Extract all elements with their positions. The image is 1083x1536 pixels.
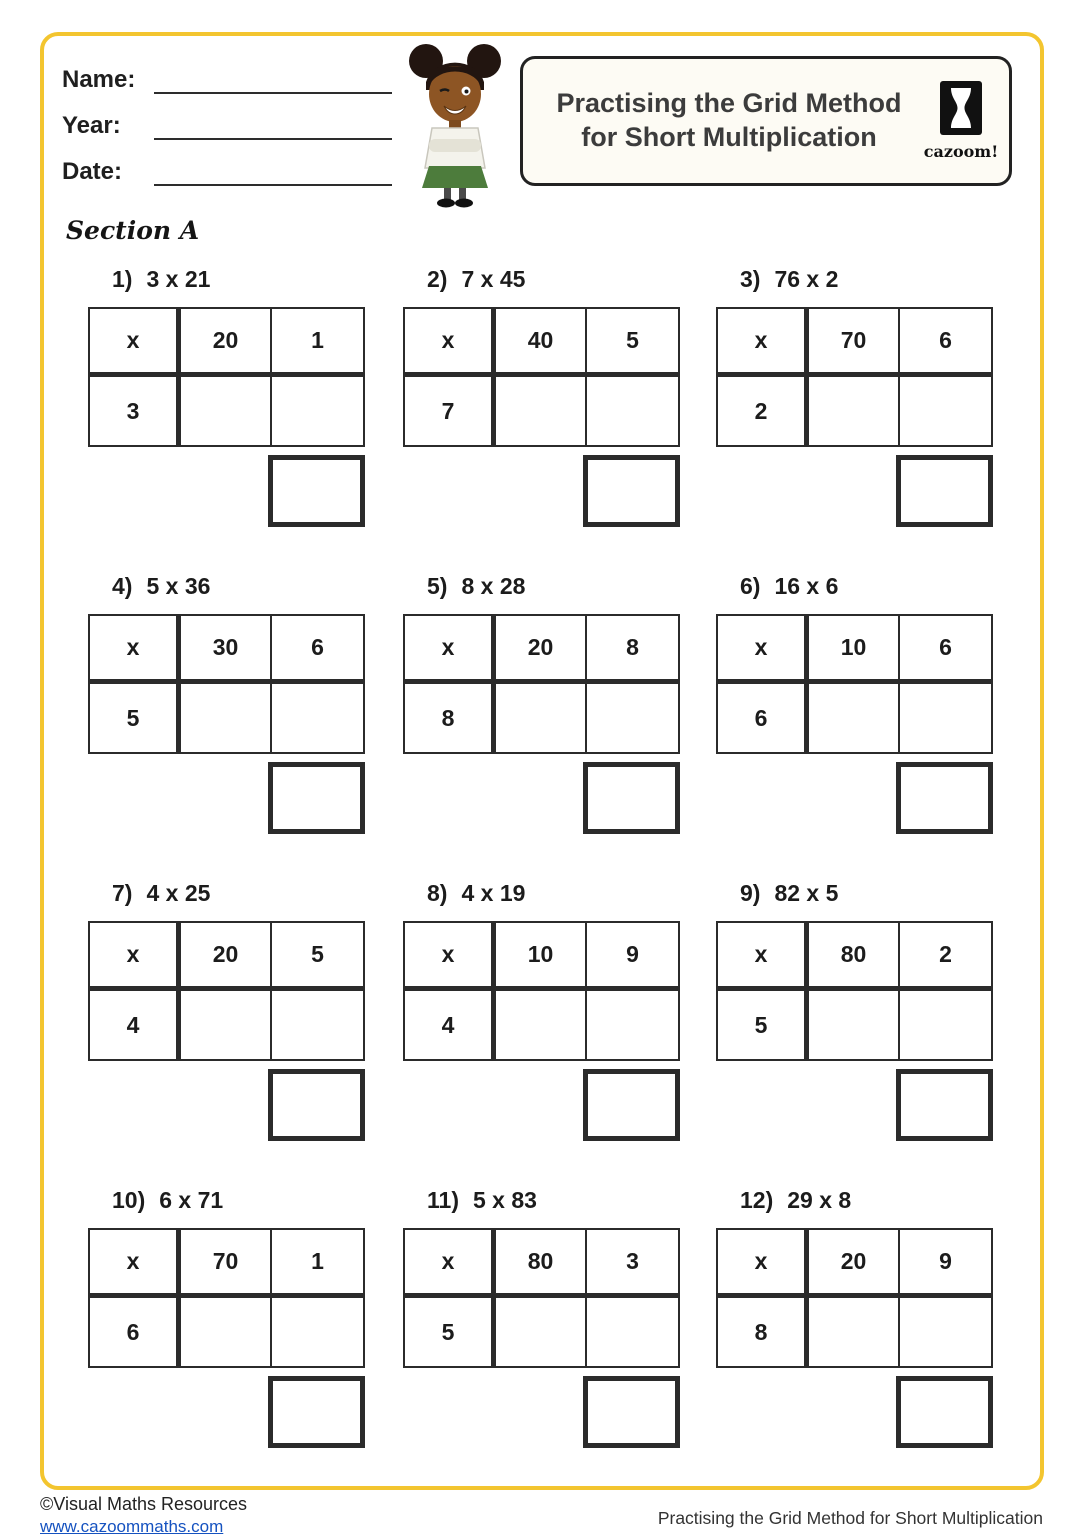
grid-method-table [403,614,680,754]
partial-product-tens-cell[interactable] [809,1298,900,1366]
problem-expression: 16 x 6 [774,573,839,599]
tens-header-cell: 20 [181,923,272,991]
problem-label [427,1187,680,1214]
ones-header-cell: 1 [272,309,363,377]
ones-header-cell: 9 [587,923,678,991]
footer-url-link[interactable]: www.cazoommaths.com [40,1517,224,1536]
problem-block [403,573,680,834]
multiplier-cell: 3 [90,377,181,445]
answer-box[interactable] [896,1376,993,1448]
problem-label [427,880,680,907]
multiplier-cell: 4 [90,991,181,1059]
partial-product-ones-cell[interactable] [272,377,363,445]
problem-block [716,1187,993,1448]
date-field [62,158,392,186]
problem-number: 7) [112,880,133,906]
partial-product-tens-cell[interactable] [809,684,900,752]
multiplier-cell: 2 [718,377,809,445]
partial-product-tens-cell[interactable] [181,1298,272,1366]
partial-product-tens-cell[interactable] [496,991,587,1059]
problem-expression: 4 x 25 [146,880,211,906]
problem-block [716,880,993,1141]
cazoom-logo-icon [940,81,982,135]
operator-cell: x [718,1230,809,1298]
answer-box[interactable] [268,1069,365,1141]
problem-label [740,573,993,600]
ones-header-cell: 5 [272,923,363,991]
ones-header-cell: 3 [587,1230,678,1298]
ones-header-cell: 5 [587,309,678,377]
partial-product-ones-cell[interactable] [587,991,678,1059]
problem-number: 12) [740,1187,774,1213]
problem-expression: 8 x 28 [461,573,526,599]
problem-block [88,880,365,1141]
grid-method-table [716,1228,993,1368]
multiplier-cell: 6 [90,1298,181,1366]
multiplier-cell: 8 [718,1298,809,1366]
multiplier-cell: 5 [405,1298,496,1366]
ones-header-cell: 1 [272,1230,363,1298]
problem-number: 3) [740,266,761,292]
year-label: Year: [62,112,121,139]
partial-product-ones-cell[interactable] [587,1298,678,1366]
answer-box[interactable] [268,1376,365,1448]
partial-product-ones-cell[interactable] [900,991,991,1059]
tens-header-cell: 80 [496,1230,587,1298]
problem-label [112,1187,365,1214]
answer-box[interactable] [583,1069,680,1141]
tens-header-cell: 30 [181,616,272,684]
tens-header-cell: 70 [809,309,900,377]
tens-header-cell: 20 [809,1230,900,1298]
problem-number: 4) [112,573,133,599]
problem-label [740,266,993,293]
operator-cell: x [718,923,809,991]
partial-product-ones-cell[interactable] [900,1298,991,1366]
problem-label [112,266,365,293]
grid-method-table [403,1228,680,1368]
year-input-line[interactable] [154,116,392,140]
tens-header-cell: 40 [496,309,587,377]
operator-cell: x [718,616,809,684]
partial-product-tens-cell[interactable] [809,377,900,445]
title-box [520,56,1012,186]
problem-label [740,1187,993,1214]
multiplier-cell: 8 [405,684,496,752]
tens-header-cell: 80 [809,923,900,991]
problem-block [716,573,993,834]
operator-cell: x [90,923,181,991]
footer-left [40,1494,247,1536]
problem-label [740,880,993,907]
section-a-heading: Section A [66,216,200,245]
partial-product-ones-cell[interactable] [272,684,363,752]
cazoom-logo-text: cazoom! [923,142,999,161]
grid-method-table [716,921,993,1061]
worksheet-title-line2: for Short Multiplication [581,122,877,152]
problem-expression: 29 x 8 [787,1187,852,1213]
operator-cell: x [90,309,181,377]
grid-method-table [716,307,993,447]
name-field [62,66,392,94]
name-input-line[interactable] [154,70,392,94]
grid-method-table [403,921,680,1061]
partial-product-ones-cell[interactable] [900,684,991,752]
partial-product-ones-cell[interactable] [587,684,678,752]
problem-block [88,1187,365,1448]
student-fields [62,66,392,204]
problem-number: 6) [740,573,761,599]
ones-header-cell: 6 [272,616,363,684]
problem-expression: 5 x 36 [146,573,211,599]
partial-product-tens-cell[interactable] [181,991,272,1059]
ones-header-cell: 6 [900,309,991,377]
problem-block [88,266,365,527]
multiplier-cell: 5 [718,991,809,1059]
partial-product-tens-cell[interactable] [181,684,272,752]
answer-box[interactable] [583,762,680,834]
worksheet-title-line1: Practising the Grid Method [556,88,902,119]
tens-header-cell: 20 [181,309,272,377]
problem-number: 2) [427,266,448,292]
partial-product-ones-cell[interactable] [587,377,678,445]
partial-product-tens-cell[interactable] [496,377,587,445]
answer-box[interactable] [583,455,680,527]
worksheet-title [523,87,921,155]
partial-product-ones-cell[interactable] [900,377,991,445]
problem-expression: 6 x 71 [159,1187,224,1213]
problem-expression: 7 x 45 [461,266,526,292]
ones-header-cell: 8 [587,616,678,684]
problem-number: 9) [740,880,761,906]
partial-product-tens-cell[interactable] [496,684,587,752]
problem-label [112,573,365,600]
partial-product-ones-cell[interactable] [272,1298,363,1366]
tens-header-cell: 10 [809,616,900,684]
multiplier-cell: 4 [405,991,496,1059]
problem-block [403,266,680,527]
date-label: Date: [62,158,123,185]
problem-expression: 4 x 19 [461,880,526,906]
tens-header-cell: 20 [496,616,587,684]
problem-expression: 82 x 5 [774,880,839,906]
operator-cell: x [718,309,809,377]
problem-number: 8) [427,880,448,906]
tens-header-cell: 10 [496,923,587,991]
tens-header-cell: 70 [181,1230,272,1298]
operator-cell: x [90,1230,181,1298]
mascot-girl-illustration [402,36,508,208]
problem-number: 11) [427,1187,459,1213]
ones-header-cell: 6 [900,616,991,684]
problem-number: 1) [112,266,133,292]
problem-block [403,880,680,1141]
problem-block [403,1187,680,1448]
answer-box[interactable] [268,762,365,834]
problem-block [716,266,993,527]
grid-method-table [716,614,993,754]
grid-method-table [88,614,365,754]
grid-method-table [88,307,365,447]
partial-product-tens-cell[interactable] [809,991,900,1059]
answer-box[interactable] [583,1376,680,1448]
problem-expression: 76 x 2 [774,266,839,292]
problem-label [427,266,680,293]
problems-grid [88,266,1003,1448]
date-input-line[interactable] [154,162,392,186]
footer-worksheet-title: Practising the Grid Method for Short Multiplication [657,1508,1043,1528]
multiplier-cell: 5 [90,684,181,752]
problem-number: 10) [112,1187,146,1213]
answer-box[interactable] [896,762,993,834]
answer-box[interactable] [896,455,993,527]
multiplier-cell: 6 [718,684,809,752]
operator-cell: x [405,616,496,684]
name-label: Name: [62,66,136,93]
answer-box[interactable] [268,455,365,527]
grid-method-table [88,1228,365,1368]
operator-cell: x [405,1230,496,1298]
problem-number: 5) [427,573,448,599]
grid-method-table [403,307,680,447]
partial-product-tens-cell[interactable] [181,377,272,445]
partial-product-tens-cell[interactable] [496,1298,587,1366]
problem-label [112,880,365,907]
problem-block [88,573,365,834]
partial-product-ones-cell[interactable] [272,991,363,1059]
problem-label [427,573,680,600]
answer-box[interactable] [896,1069,993,1141]
footer-copyright: ©Visual Maths Resources [40,1494,248,1514]
grid-method-table [88,921,365,1061]
operator-cell: x [405,923,496,991]
operator-cell: x [405,309,496,377]
problem-expression: 5 x 83 [472,1187,537,1213]
multiplier-cell: 7 [405,377,496,445]
problem-expression: 3 x 21 [146,266,211,292]
ones-header-cell: 9 [900,1230,991,1298]
cazoom-logo [921,81,1009,161]
operator-cell: x [90,616,181,684]
ones-header-cell: 2 [900,923,991,991]
year-field [62,112,392,140]
